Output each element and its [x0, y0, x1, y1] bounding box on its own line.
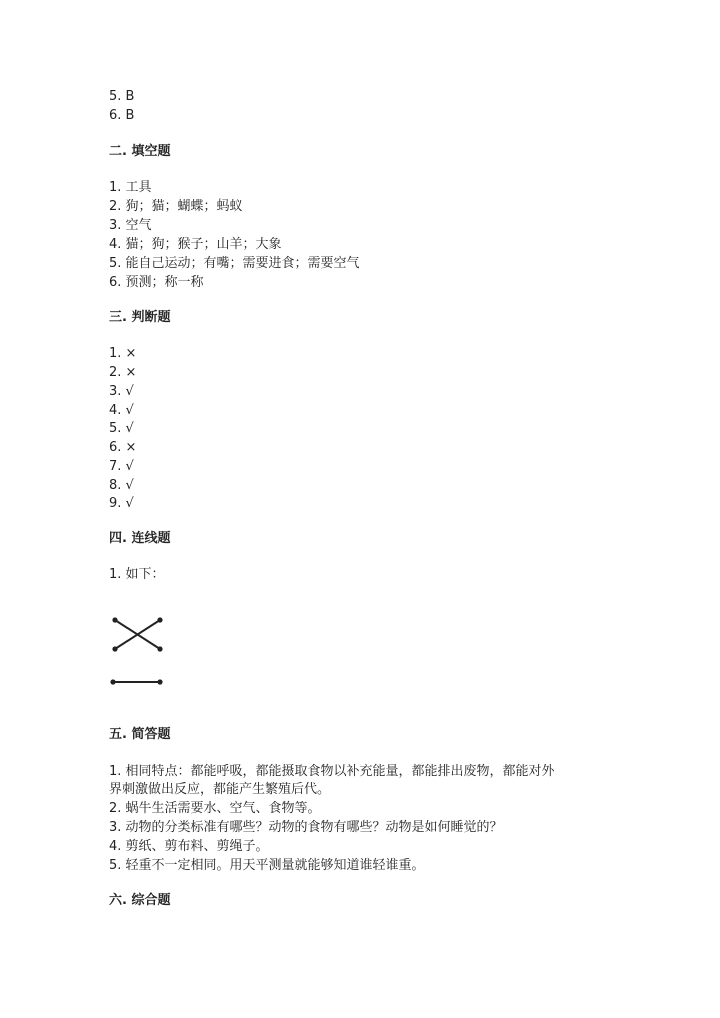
answer-6: 6. B	[109, 108, 135, 123]
short-answer-1-continued: 界刺激做出反应，都能产生繁殖后代。	[109, 782, 331, 797]
fill-in-answer-6: 6. 预测；称一称	[109, 275, 204, 290]
true-false-answer-7: 7. √	[109, 459, 134, 474]
section-heading-fill-in: 二. 填空题	[109, 144, 171, 159]
true-false-answer-3: 3. √	[109, 384, 134, 399]
section-heading-true-false: 三. 判断题	[109, 310, 171, 325]
section-heading-comprehensive: 六. 综合题	[109, 893, 171, 908]
short-answer-3: 3. 动物的分类标准有哪些？动物的食物有哪些？动物是如何睡觉的？	[109, 820, 503, 835]
answer-5: 5. B	[109, 89, 135, 104]
matching-answer-1: 1. 如下：	[109, 567, 165, 582]
true-false-answer-1: 1. ×	[109, 346, 137, 361]
section-heading-short-answer: 五. 简答题	[109, 727, 171, 742]
match-dot	[112, 617, 117, 622]
true-false-answer-6: 6. ×	[109, 440, 137, 455]
true-false-answer-5: 5. √	[109, 421, 134, 436]
short-answer-1: 1. 相同特点：都能呼吸，都能摄取食物以补充能量，都能排出废物，都能对外	[109, 764, 555, 779]
fill-in-answer-5: 5. 能自己运动；有嘴；需要进食；需要空气	[109, 256, 360, 271]
short-answer-4: 4. 剪纸、剪布料、剪绳子。	[109, 839, 269, 854]
fill-in-answer-2: 2. 狗；猫；蝴蝶；蚂蚁	[109, 199, 243, 214]
match-dot	[157, 679, 162, 684]
fill-in-answer-3: 3. 空气	[109, 218, 152, 233]
section-heading-matching: 四. 连线题	[109, 531, 171, 546]
short-answer-2: 2. 蜗牛生活需要水、空气、食物等。	[109, 801, 321, 816]
match-dot	[157, 646, 162, 651]
true-false-answer-4: 4. √	[109, 403, 134, 418]
true-false-answer-9: 9. √	[109, 496, 134, 511]
short-answer-5: 5. 轻重不一定相同。用天平测量就能够知道谁轻谁重。	[109, 858, 425, 873]
match-dot	[157, 617, 162, 622]
true-false-answer-8: 8. √	[109, 478, 134, 493]
fill-in-answer-1: 1. 工具	[109, 180, 152, 195]
fill-in-answer-4: 4. 猫；狗；猴子；山羊；大象	[109, 237, 282, 252]
match-dot	[112, 646, 117, 651]
match-dot	[110, 679, 115, 684]
true-false-answer-2: 2. ×	[109, 365, 137, 380]
matching-diagram	[105, 608, 169, 690]
